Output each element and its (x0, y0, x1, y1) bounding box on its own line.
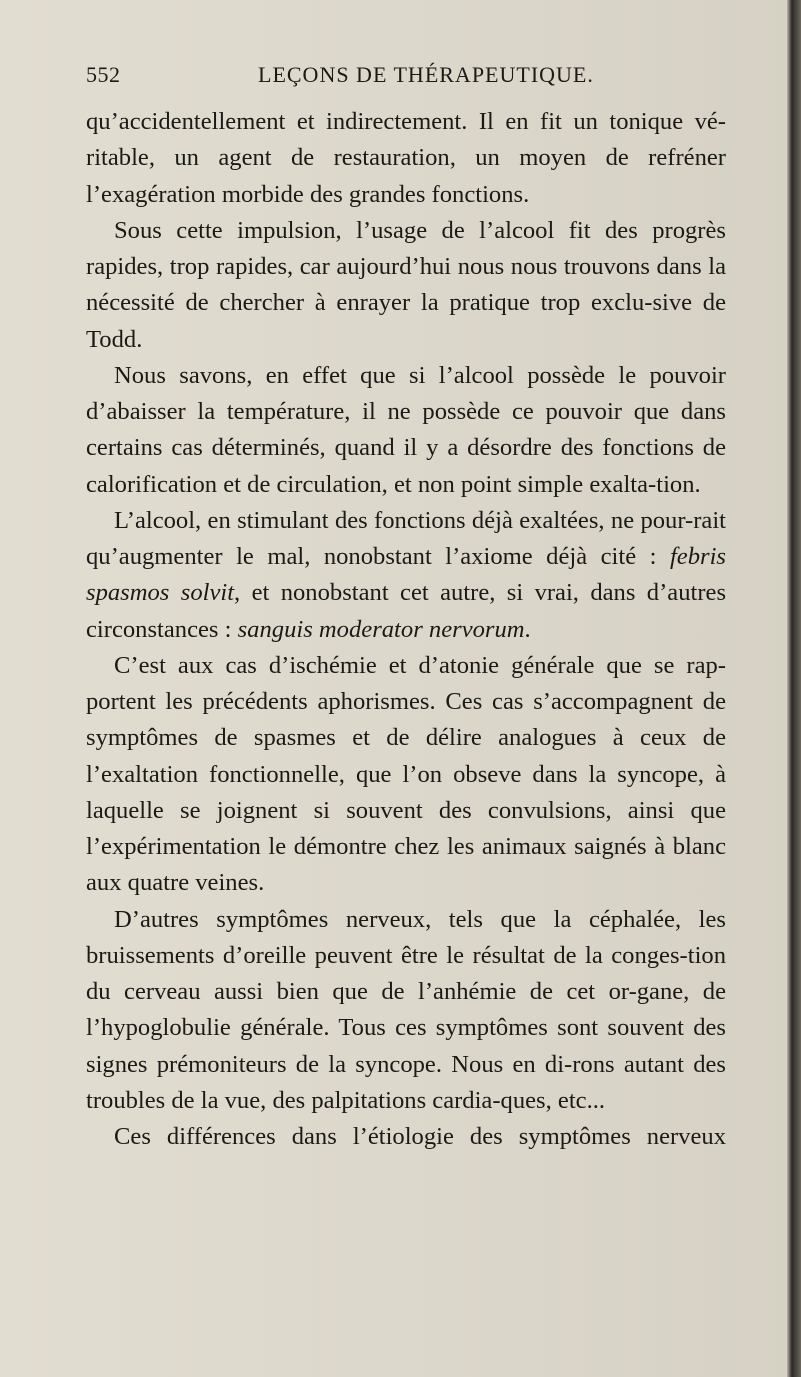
running-title: LEÇONS DE THÉRAPEUTIQUE. (258, 62, 594, 87)
paragraph-4 (86, 503, 726, 648)
paragraph-3: Nous savons, en effet que si l’alcool possède le pouvoir d’abaisser la température, il ne possède ce pouvoir que dans certains cas déterminés, quand il y a désordre des fonctions de calorification et de circulation, et non point simple exalta-tion. (86, 361, 726, 498)
latin-phrase-sanguis: sanguis moderator nervorum (237, 615, 525, 643)
paragraph-4-text-a: L’alcool, en stimulant des fonctions déjà exaltées, ne pour-rait qu’augmenter le mal, nonobstant l’axiome déjà cité : (86, 506, 726, 570)
paragraph-1: qu’accidentellement et indirectement. Il en fit un tonique vé-ritable, un agent de restauration, un moyen de refréner l’exagération morbide des grandes fonctions. (86, 108, 726, 208)
page-number: 552 (86, 62, 121, 87)
body-text (86, 104, 726, 1155)
page-header (86, 62, 726, 92)
paragraph-4-text-b: , et nonobstant cet autre, si vrai, dans d’autres circonstances : (86, 579, 727, 643)
paragraph-6: D’autres symptômes nerveux, tels que la céphalée, les bruissements d’oreille peuvent être le résultat de la conges-tion du cerveau aussi bien que de l’anhémie de cet or-gane, de l’hypoglobulie générale. Tous ces symptômes sont souvent des signes prémoniteurs de la syncope. Nous en di-rons autant des troubles de la vue, des palpitations cardia-ques, etc... (86, 905, 726, 1114)
paragraph-2: Sous cette impulsion, l’usage de l’alcool fit des progrès rapides, trop rapides, car aujourd’hui nous nous trouvons dans la nécessité de chercher à enrayer la pratique trop exclu-sive de Todd. (86, 216, 726, 353)
latin-phrase-febris: febris spasmos solvit (86, 543, 726, 607)
paragraph-5: C’est aux cas d’ischémie et d’atonie générale que se rap-portent les précédents aphorismes. Ces cas s’accompagnent de symptômes de spasmes et de délire analogues à ceux de l’exaltation fonctionnelle, que l’on obseve dans la syncope, à laquelle se joignent si souvent des convulsions, ainsi que l’expérimentation le démontre chez les animaux saignés à blanc aux quatre veines. (86, 651, 726, 897)
paragraph-7: Ces différences dans l’étiologie des symptômes nerveux (114, 1123, 726, 1150)
page-edge-shadow (787, 0, 801, 1377)
paragraph-4-text-c: . (524, 615, 531, 643)
